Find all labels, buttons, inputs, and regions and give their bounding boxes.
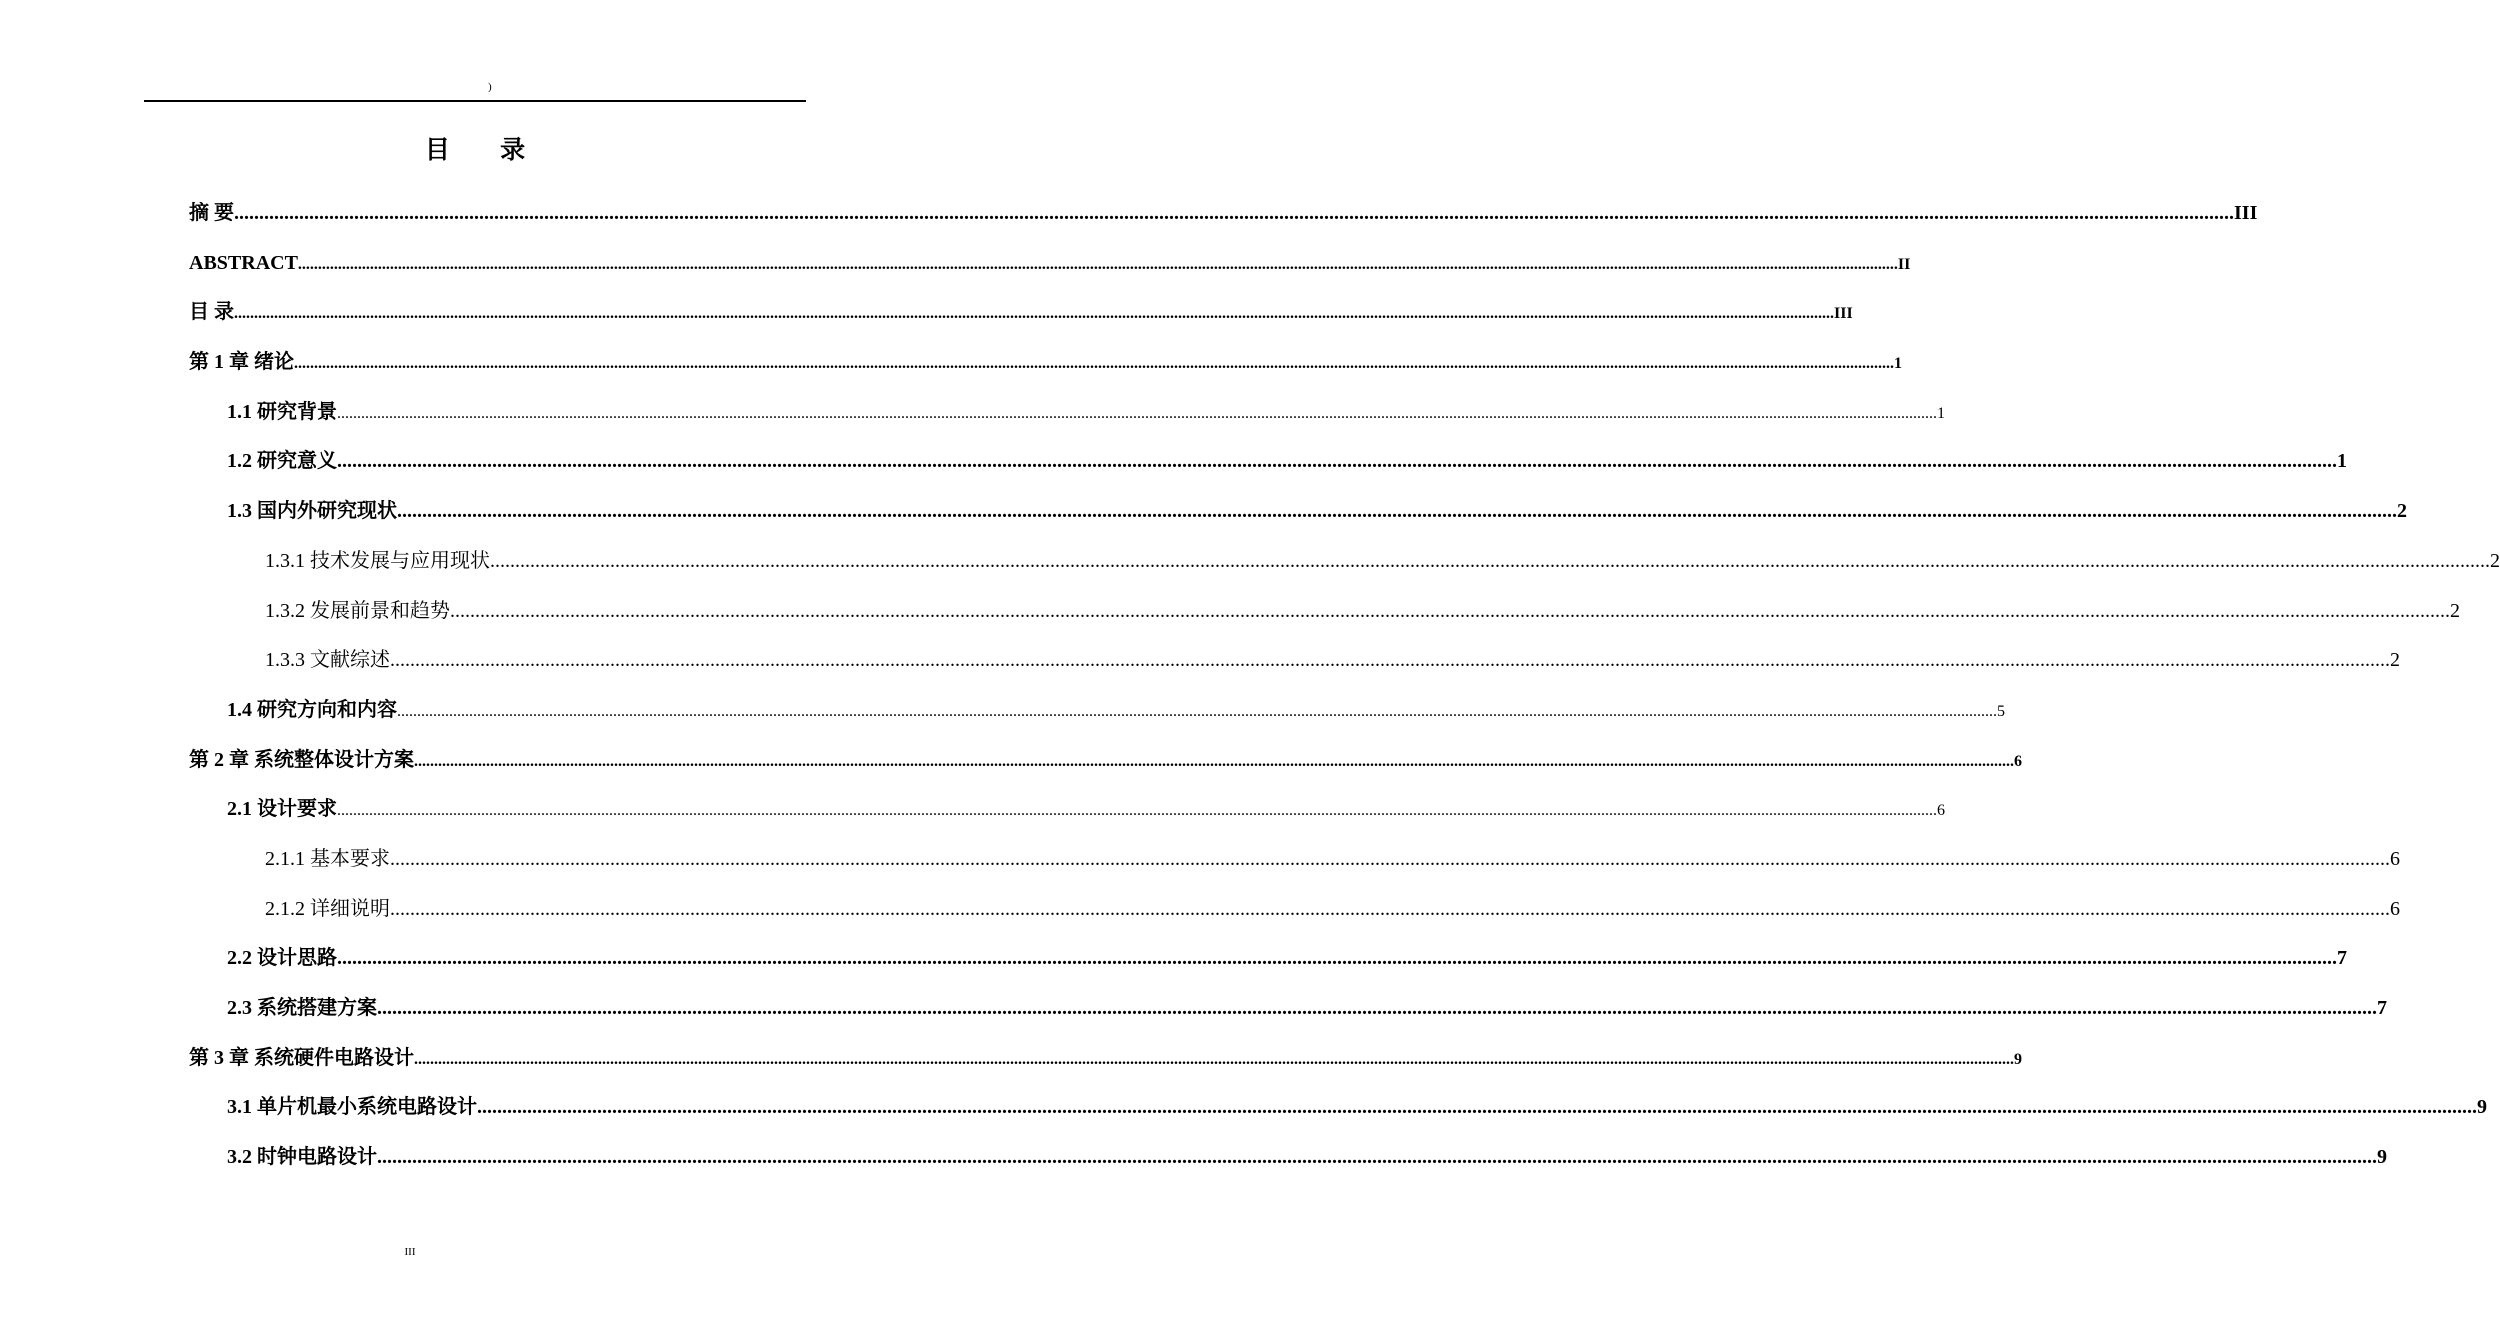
toc-entry-page: 1 bbox=[1894, 355, 1902, 373]
toc-entry-title: 1.3.3 文献综述 bbox=[265, 649, 390, 672]
toc-entry-page: III bbox=[2234, 202, 2258, 224]
toc-entry-page: 1 bbox=[2337, 450, 2347, 473]
toc-dot-leader: ................................................................................................................................................................................................................................................................................................................................................................................................................ bbox=[390, 847, 2390, 870]
toc-entry-title: 2.1.2 详细说明 bbox=[265, 897, 390, 920]
toc-dot-leader: ................................................................................................................................................................................................................................................................................................................................................................................................................ bbox=[477, 1096, 2477, 1119]
toc-entry-page: 9 bbox=[2014, 1050, 2022, 1068]
toc-entry-page: 9 bbox=[2377, 1146, 2387, 1169]
toc-entry[interactable] bbox=[189, 841, 2400, 891]
toc-entry-title: 第 3 章 系统硬件电路设计 bbox=[189, 1046, 414, 1069]
toc-dot-leader: ................................................................................................................................................................................................................................................................................................................................................................................................................ bbox=[397, 500, 2397, 523]
toc-entry-title: 第 1 章 绪论 bbox=[189, 351, 294, 374]
toc-dot-leader: ................................................................................................................................................................................................................................................................................................................................................................................................................ bbox=[337, 404, 1937, 422]
toc-entry-title: 3.2 时钟电路设计 bbox=[227, 1146, 377, 1169]
toc-list bbox=[189, 195, 2500, 1189]
toc-entry-page: 2 bbox=[2397, 500, 2407, 523]
toc-entry-title: 第 2 章 系统整体设计方案 bbox=[189, 748, 414, 771]
toc-entry-title: 1.3 国内外研究现状 bbox=[227, 500, 397, 523]
toc-entry-title: 2.1 设计要求 bbox=[227, 798, 337, 821]
header-mark: ) bbox=[488, 81, 492, 93]
toc-dot-leader: ................................................................................................................................................................................................................................................................................................................................................................................................................ bbox=[234, 305, 1834, 323]
toc-entry-page: 5 bbox=[1997, 702, 2005, 720]
toc-entry-page: 2 bbox=[2490, 549, 2500, 572]
toc-entry-page: 9 bbox=[2477, 1096, 2487, 1119]
toc-entry-page: 2 bbox=[2450, 599, 2460, 622]
toc-entry[interactable] bbox=[189, 344, 1902, 394]
toc-title: 目 录 bbox=[424, 137, 548, 164]
toc-dot-leader: ................................................................................................................................................................................................................................................................................................................................................................................................................ bbox=[397, 702, 1997, 720]
toc-entry-page: 6 bbox=[2390, 847, 2400, 870]
toc-entry-page: 2 bbox=[2390, 649, 2400, 672]
toc-entry[interactable] bbox=[189, 593, 2460, 643]
toc-entry[interactable] bbox=[189, 990, 2387, 1040]
toc-entry-page: 6 bbox=[1937, 802, 1945, 820]
toc-dot-leader: ................................................................................................................................................................................................................................................................................................................................................................................................................ bbox=[414, 1050, 2014, 1068]
toc-entry[interactable] bbox=[189, 443, 2347, 493]
toc-entry-title: 1.2 研究意义 bbox=[227, 450, 337, 473]
toc-entry[interactable] bbox=[189, 394, 1945, 444]
toc-entry-title: 2.1.1 基本要求 bbox=[265, 847, 390, 870]
toc-entry[interactable] bbox=[189, 642, 2400, 692]
toc-entry[interactable] bbox=[189, 493, 2407, 543]
toc-dot-leader: ................................................................................................................................................................................................................................................................................................................................................................................................................ bbox=[297, 255, 1898, 273]
toc-entry[interactable] bbox=[189, 791, 1945, 841]
toc-entry[interactable] bbox=[189, 940, 2347, 990]
toc-entry-page: 7 bbox=[2377, 997, 2387, 1019]
toc-dot-leader: ................................................................................................................................................................................................................................................................................................................................................................................................................ bbox=[337, 450, 2337, 473]
toc-dot-leader: ................................................................................................................................................................................................................................................................................................................................................................................................................ bbox=[450, 599, 2450, 622]
toc-entry[interactable] bbox=[189, 294, 1853, 344]
toc-entry[interactable] bbox=[189, 1040, 2022, 1090]
toc-entry-page: 7 bbox=[2337, 947, 2347, 970]
toc-entry-title: ABSTRACT bbox=[189, 251, 298, 274]
toc-entry-title: 摘 要 bbox=[189, 202, 234, 224]
toc-dot-leader: ................................................................................................................................................................................................................................................................................................................................................................................................................ bbox=[390, 897, 2390, 920]
toc-dot-leader: ................................................................................................................................................................................................................................................................................................................................................................................................................ bbox=[414, 752, 2014, 770]
toc-entry-title: 1.4 研究方向和内容 bbox=[227, 698, 397, 721]
toc-entry[interactable] bbox=[189, 891, 2400, 941]
toc-dot-leader: ................................................................................................................................................................................................................................................................................................................................................................................................................ bbox=[490, 549, 2490, 572]
toc-entry[interactable] bbox=[189, 1139, 2387, 1189]
toc-entry[interactable] bbox=[189, 195, 2258, 245]
toc-dot-leader: ................................................................................................................................................................................................................................................................................................................................................................................................................ bbox=[294, 355, 1894, 373]
toc-entry-title: 1.1 研究背景 bbox=[227, 400, 337, 423]
toc-entry-page: 6 bbox=[2014, 752, 2022, 770]
toc-dot-leader: ................................................................................................................................................................................................................................................................................................................................................................................................................ bbox=[337, 802, 1937, 820]
toc-entry[interactable] bbox=[189, 1089, 2487, 1139]
toc-entry-page: III bbox=[1834, 305, 1853, 323]
toc-dot-leader: ................................................................................................................................................................................................................................................................................................................................................................................................................ bbox=[234, 202, 2234, 224]
toc-entry-title: 1.3.1 技术发展与应用现状 bbox=[265, 549, 490, 572]
toc-dot-leader: ................................................................................................................................................................................................................................................................................................................................................................................................................ bbox=[390, 649, 2390, 672]
toc-entry[interactable] bbox=[189, 543, 2500, 593]
toc-entry-page: II bbox=[1897, 255, 1911, 273]
toc-entry-title: 1.3.2 发展前景和趋势 bbox=[265, 599, 450, 622]
page-number: III bbox=[404, 1246, 416, 1258]
toc-entry-title: 2.3 系统搭建方案 bbox=[227, 997, 377, 1019]
toc-entry-title: 目 录 bbox=[189, 301, 234, 324]
toc-entry[interactable] bbox=[189, 245, 1911, 295]
header-rule bbox=[144, 100, 806, 102]
toc-dot-leader: ................................................................................................................................................................................................................................................................................................................................................................................................................ bbox=[337, 947, 2337, 970]
toc-entry-title: 2.2 设计思路 bbox=[227, 947, 337, 970]
toc-dot-leader: ................................................................................................................................................................................................................................................................................................................................................................................................................ bbox=[377, 1146, 2377, 1169]
toc-entry-page: 6 bbox=[2390, 897, 2400, 920]
toc-entry[interactable] bbox=[189, 742, 2022, 792]
toc-dot-leader: ................................................................................................................................................................................................................................................................................................................................................................................................................ bbox=[377, 997, 2377, 1019]
toc-entry-title: 3.1 单片机最小系统电路设计 bbox=[227, 1096, 477, 1119]
toc-entry-page: 1 bbox=[1937, 404, 1945, 422]
toc-entry[interactable] bbox=[189, 692, 2005, 742]
